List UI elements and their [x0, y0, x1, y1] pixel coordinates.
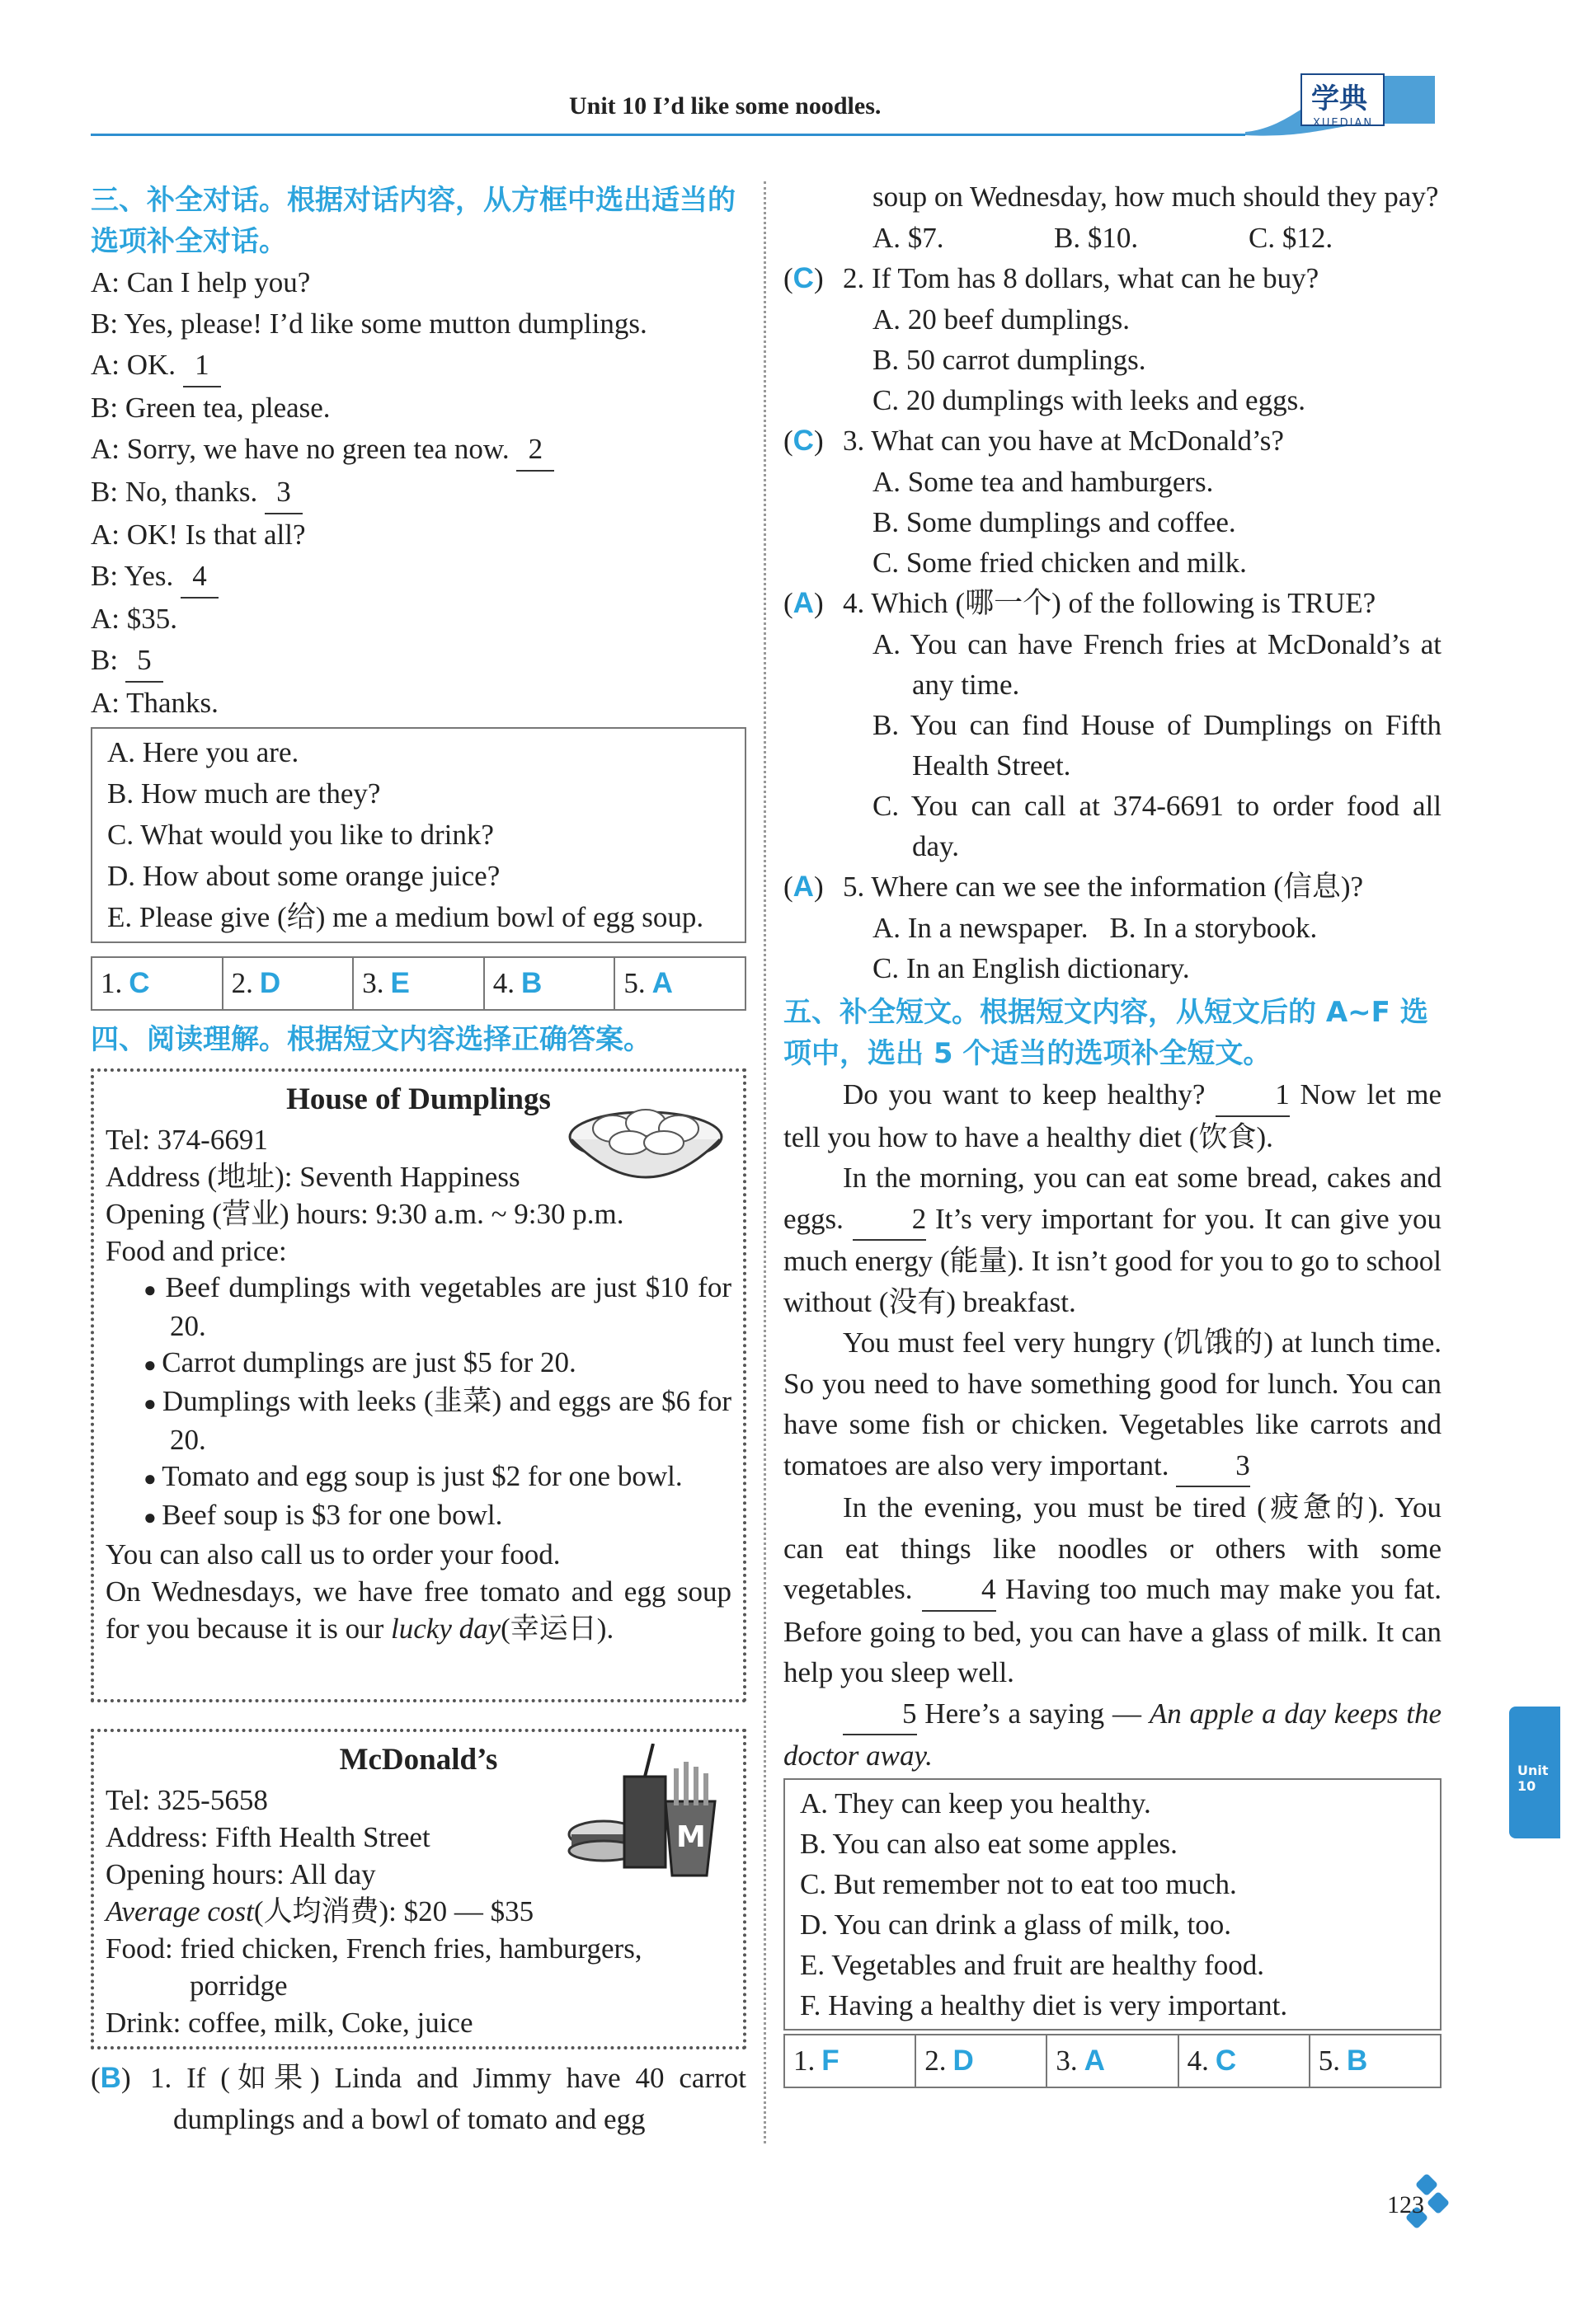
section-3-title: 三、补全对话。根据对话内容，从方框中选出适当的选项补全对话。	[91, 184, 736, 258]
answer-number: 1.	[101, 967, 123, 999]
answer-letter: D	[259, 967, 281, 999]
dumplings-wednesday: On Wednesdays, we have free tomato and egg soup for you because it is our lucky day(幸运日).	[106, 1575, 731, 1645]
price-item-text: Dumplings with leeks (韭菜) and eggs are $6 for 20.	[162, 1385, 731, 1456]
answer-letter: A	[792, 871, 814, 903]
answer-cell	[92, 957, 223, 1010]
question-2	[783, 258, 1442, 420]
option: C. Some fried chicken and milk.	[872, 547, 1247, 579]
answer-cell	[614, 957, 745, 1010]
dialogue-text: A: Thanks.	[91, 687, 219, 719]
option: B. 50 carrot dumplings.	[872, 344, 1146, 376]
question-1-stem-start: 1. If (如果) Linda and Jimmy have 40 carrot dumplings and a bowl of tomato and egg	[150, 2062, 746, 2135]
fast-food-image	[567, 1744, 723, 1884]
price-item-text: Beef dumplings with vegetables are just $10 for 20.	[165, 1271, 731, 1342]
dialogue-text: B: Yes.	[91, 560, 181, 592]
blank-2: 2	[853, 1199, 927, 1242]
question-stem-row	[783, 866, 1442, 908]
answer-number: 4.	[492, 967, 515, 999]
option: C. 20 dumplings with leeks and eggs.	[872, 384, 1305, 416]
passage	[783, 1074, 1442, 1777]
bullet-dot: ●	[143, 1278, 166, 1302]
answer-cell	[784, 2035, 915, 2087]
bullet-dot: ●	[143, 1392, 162, 1416]
mcdonalds-notice	[91, 1729, 746, 2049]
option: C. In an English dictionary.	[872, 952, 1190, 984]
passage-paragraph-1: Do you want to keep healthy? 1 Now let me tell you how to have a healthy diet (饮食).	[783, 1074, 1442, 1157]
question-stem: 4. Which (哪一个) of the following is TRUE?	[843, 587, 1376, 619]
passage-paragraph-3: You must feel very hungry (饥饿的) at lunch time. So you need to have something good for lunch. You can have some fish or chicken. Vegetables like carrots and tomatoes are also very important. 3	[783, 1322, 1442, 1487]
dialogue-line	[91, 429, 746, 472]
bullet-dot: ●	[143, 1353, 162, 1377]
answer-letter: C	[1215, 2044, 1237, 2077]
question-1	[91, 2058, 746, 2140]
answer-number: 5.	[1318, 2044, 1340, 2077]
dialogue-option: A. Here you are.	[107, 736, 299, 768]
question-4	[783, 583, 1442, 866]
section-4-title: 四、阅读理解。根据短文内容选择正确答案。	[91, 1023, 651, 1056]
price-item-text: Beef soup is $3 for one bowl.	[162, 1499, 503, 1531]
answer-letter: C	[792, 425, 814, 457]
answer-letter: F	[821, 2044, 840, 2077]
question-answer: (C)	[783, 425, 824, 457]
price-item	[106, 1497, 731, 1536]
blank-3: 3	[1176, 1445, 1250, 1488]
passage-option: E. Vegetables and fruit are healthy food.	[800, 1948, 1265, 1981]
answer-number: 3.	[362, 967, 384, 999]
dialogue-line	[91, 472, 746, 514]
answer-letter: B	[1347, 2044, 1368, 2077]
passage-paragraph-2: In the morning, you can eat some bread, cakes and eggs. 2 It’s very important for you. It can give you much energy (能量). It isn’t good for you to go to school without (没有) breakfast.	[783, 1162, 1442, 1318]
unit-title: Unit 10 I’d like some noodles.	[569, 92, 882, 120]
dialogue-text: A: OK! Is that all?	[91, 519, 306, 551]
mcdonalds-name: McDonald’s	[339, 1743, 498, 1777]
blank-5: 5	[843, 1693, 917, 1736]
answer-letter: A	[792, 587, 814, 619]
question-list	[783, 258, 1442, 988]
question-stem: 5. Where can we see the information (信息)?	[843, 871, 1364, 903]
lucky-day: lucky day	[391, 1613, 501, 1645]
answer-number: 2.	[924, 2044, 947, 2077]
option: A. You can have French fries at McDonald’s at any time.	[872, 628, 1442, 701]
answer-cell	[915, 2035, 1046, 2087]
bullet-dot: ●	[143, 1505, 162, 1529]
dialogue-line	[91, 514, 746, 556]
dialogue-line	[91, 599, 746, 640]
left-column	[91, 180, 746, 2140]
question-stem-row	[783, 258, 1442, 299]
answer-letter: B	[521, 967, 543, 999]
question-stem-row	[783, 420, 1442, 462]
dialogue-line	[91, 683, 746, 724]
dumplings-price-list	[106, 1270, 731, 1536]
page-number: 123	[1387, 2191, 1424, 2218]
price-item	[106, 1345, 731, 1383]
question-5	[783, 866, 1442, 988]
question-3	[783, 420, 1442, 583]
answer-number: 2.	[231, 967, 253, 999]
column-divider	[764, 181, 766, 2143]
dialogue-options-box	[91, 727, 746, 943]
option: A. In a newspaper.	[872, 912, 1089, 944]
hex-decoration	[1427, 2191, 1450, 2214]
dialogue-option: E. Please give (给) me a medium bowl of egg soup.	[107, 901, 704, 933]
dialogue-line	[91, 303, 746, 345]
right-column	[783, 176, 1442, 2088]
answer-letter: E	[390, 967, 410, 999]
dumplings-food-label: Food and price:	[106, 1235, 287, 1267]
question-stem-row	[783, 583, 1442, 624]
dumplings-opening: Opening (营业) hours: 9:30 a.m. ~ 9:30 p.m.	[106, 1198, 624, 1230]
dialogue-text: B: Yes, please! I’d like some mutton dumplings.	[91, 308, 647, 340]
answer-letter: D	[952, 2044, 974, 2077]
dialogue-line	[91, 345, 746, 387]
dialogue	[91, 262, 746, 724]
option: B. You can find House of Dumplings on Fifth Health Street.	[872, 709, 1442, 782]
passage-option: B. You can also eat some apples.	[800, 1827, 1178, 1860]
passage-option: C. But remember not to eat too much.	[800, 1867, 1237, 1900]
dialogue-text: A: OK.	[91, 349, 183, 381]
section-5-title: 五、补全短文。根据短文内容，从短文后的 A~F 选项中，选出 5 个适当的选项补全短文。	[783, 996, 1428, 1070]
unit-side-tab: Unit 10	[1509, 1707, 1560, 1838]
price-item-text: Tomato and egg soup is just $2 for one bowl.	[162, 1460, 683, 1492]
answer-number: 5.	[623, 967, 646, 999]
blank-1: 1	[1216, 1074, 1290, 1117]
question-answer: (C)	[783, 262, 824, 294]
passage-paragraph-4: In the evening, you must be tired (疲惫的). You can eat things like noodles or others with some vegetables. 4 Having too much may make you fat. Before going to bed, you can have a glass of milk. It can help you sleep well.	[783, 1491, 1442, 1688]
price-item	[106, 1458, 731, 1497]
price-item	[106, 1270, 731, 1345]
dialogue-text: B:	[91, 644, 125, 676]
question-stem: 2. If Tom has 8 dollars, what can he buy?	[843, 262, 1319, 294]
option: C. You can call at 374-6691 to order food all day.	[872, 790, 1442, 862]
passage-option: D. You can drink a glass of milk, too.	[800, 1908, 1232, 1941]
mcdonalds-opening: Opening hours: All day	[106, 1858, 376, 1890]
mcdonalds-drink: Drink: coffee, milk, Coke, juice	[106, 2007, 473, 2039]
answer-letter: A	[1084, 2044, 1105, 2077]
mcdonalds-average-cost: Average cost(人均消费): $20 — $35	[106, 1895, 534, 1927]
dialogue-line	[91, 640, 746, 683]
answer-letter: A	[651, 967, 673, 999]
option: B. Some dumplings and coffee.	[872, 506, 1236, 538]
answer-number: 1.	[793, 2044, 816, 2077]
dialogue-blank: 4	[181, 556, 219, 599]
dialogue-blank: 3	[265, 472, 303, 514]
answer-cell	[1046, 2035, 1178, 2087]
brand-logo-sub: XUEDIAN	[1313, 117, 1374, 129]
section-3-answer-table	[91, 956, 746, 1011]
header-rule	[91, 134, 1245, 136]
answer-letter: C	[129, 967, 150, 999]
passage-option: A. They can keep you healthy.	[800, 1786, 1151, 1819]
passage-options-box	[783, 1778, 1442, 2031]
answer-cell	[353, 957, 484, 1010]
answer-number: 3.	[1056, 2044, 1078, 2077]
dumplings-call: You can also call us to order your food.	[106, 1538, 561, 1570]
answer-cell	[1178, 2035, 1310, 2087]
option: A. Some tea and hamburgers.	[872, 466, 1214, 498]
dialogue-blank: 2	[516, 429, 554, 472]
dialogue-line	[91, 262, 746, 303]
dialogue-option: B. How much are they?	[107, 777, 381, 810]
question-inline-options	[783, 908, 1442, 948]
answer-cell	[484, 957, 615, 1010]
dumplings-address: Address (地址): Seventh Happiness	[106, 1161, 520, 1193]
option: B. In a storybook.	[1109, 912, 1318, 944]
dialogue-blank: 5	[125, 640, 163, 683]
dialogue-option: C. What would you like to drink?	[107, 819, 494, 851]
dumplings-bowl-image	[563, 1092, 728, 1190]
dialogue-line	[91, 387, 746, 429]
dialogue-option: D. How about some orange juice?	[107, 860, 501, 892]
question-1-answer: (B)	[91, 2062, 131, 2094]
bullet-dot: ●	[143, 1467, 162, 1491]
answer-letter: C	[792, 262, 814, 294]
price-item	[106, 1383, 731, 1458]
dialogue-text: B: Green tea, please.	[91, 392, 331, 424]
question-1-options: A. $7. B. $10. C. $12.	[872, 222, 1333, 254]
price-item-text: Carrot dumplings are just $5 for 20.	[162, 1346, 576, 1378]
dumplings-notice	[91, 1068, 746, 1702]
question-answer: (A)	[783, 871, 824, 903]
answer-number: 4.	[1187, 2044, 1209, 2077]
dumplings-tel: Tel: 374-6691	[106, 1124, 268, 1156]
dialogue-blank: 1	[183, 345, 221, 387]
passage-option: F. Having a healthy diet is very important.	[800, 1988, 1288, 2021]
dialogue-text: A: Sorry, we have no green tea now.	[91, 433, 517, 465]
dialogue-text: A: $35.	[91, 603, 177, 635]
answer-cell	[223, 957, 354, 1010]
question-stem: 3. What can you have at McDonald’s?	[843, 425, 1284, 457]
option: A. 20 beef dumplings.	[872, 303, 1131, 336]
mcdonalds-food: Food: fried chicken, French fries, hamburgers, porridge	[106, 1932, 642, 2002]
dumplings-name: House of Dumplings	[286, 1082, 551, 1116]
question-1-stem-end: soup on Wednesday, how much should they pay?	[872, 181, 1439, 213]
mcdonalds-tel: Tel: 325-5658	[106, 1784, 268, 1816]
question-answer: (A)	[783, 587, 824, 619]
mcdonalds-address: Address: Fifth Health Street	[106, 1821, 430, 1853]
brand-logo: 学典	[1311, 82, 1367, 115]
svg-text:M: M	[676, 1820, 706, 1854]
blank-4: 4	[922, 1569, 996, 1612]
answer-cell	[1310, 2035, 1441, 2087]
section-5-answer-table	[783, 2034, 1442, 2088]
dialogue-text: B: No, thanks.	[91, 476, 265, 508]
passage-paragraph-5: 5 Here’s a saying — An apple a day keeps the doctor away.	[783, 1693, 1442, 1777]
dialogue-text: A: Can I help you?	[91, 266, 311, 298]
dialogue-line	[91, 556, 746, 599]
